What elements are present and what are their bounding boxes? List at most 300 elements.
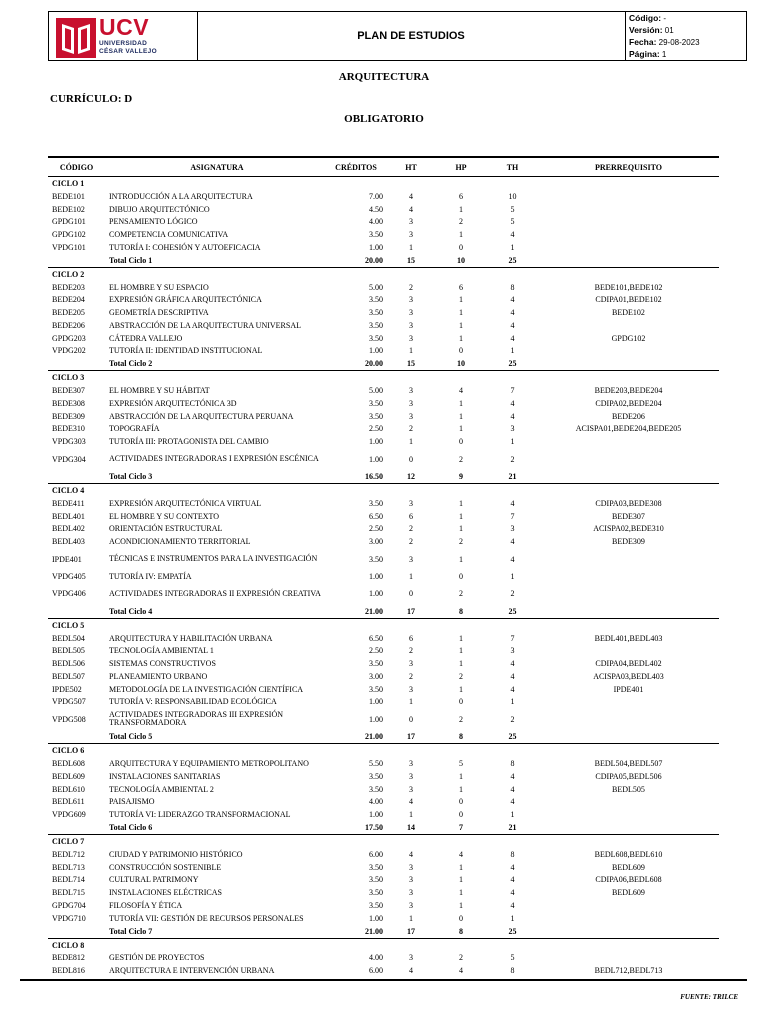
course-hp: 6: [459, 191, 463, 201]
course-credits: 3.00: [369, 671, 383, 681]
course-hp: 1: [459, 875, 463, 885]
course-ht: 4: [409, 966, 413, 976]
course-th: 4: [510, 295, 515, 305]
table-row: [48, 670, 719, 683]
course-prereq: BEDL505: [612, 784, 645, 794]
course-ht: 2: [409, 646, 413, 656]
course-prereq: CDIPA01,BEDE102: [595, 295, 662, 305]
total-credits: 21.00: [365, 732, 383, 742]
course-credits: 4.00: [369, 797, 383, 807]
course-ht: 3: [409, 320, 413, 330]
course-code: BEDE102: [52, 204, 85, 214]
table-row: [48, 952, 719, 965]
course-credits: 3.50: [369, 308, 383, 318]
col-header-subject: ASIGNATURA: [190, 162, 244, 172]
course-ht: 3: [409, 308, 413, 318]
course-ht: 3: [409, 771, 413, 781]
course-prereq: ACISPA02,BEDE310: [593, 524, 664, 534]
course-th: 2: [510, 454, 515, 464]
course-ht: 1: [409, 913, 413, 923]
course-ht: 3: [409, 875, 413, 885]
course-hp: 1: [459, 295, 463, 305]
course-prereq: BEDE206: [612, 411, 645, 421]
table-row: [48, 510, 719, 523]
course-hp: 2: [459, 454, 463, 464]
course-prereq: IPDE401: [613, 684, 644, 694]
course-prereq: GPDG102: [611, 333, 646, 343]
course-hp: 1: [459, 784, 463, 794]
course-th: 4: [510, 398, 515, 408]
course-code: BEDL715: [52, 888, 85, 898]
table-row: [48, 228, 719, 241]
course-th: 4: [510, 888, 515, 898]
table-row: [48, 384, 719, 397]
course-name: TUTORÍA IV: EMPATÍA: [109, 571, 192, 581]
course-name: FILOSOFÍA Y ÉTICA: [109, 900, 183, 910]
logo-subtitle-2: CÉSAR VALLEJO: [99, 48, 157, 55]
table-row: [48, 397, 719, 410]
total-label: Total Ciclo 7: [109, 926, 153, 936]
course-name: TECNOLOGÍA AMBIENTAL 1: [109, 646, 214, 656]
total-hp: 9: [459, 472, 463, 481]
course-hp: 0: [459, 697, 463, 707]
course-name: EL HOMBRE Y SU HÁBITAT: [109, 386, 210, 396]
course-code: BEDE308: [52, 398, 85, 408]
course-code: VPDG508: [52, 714, 86, 724]
course-prereq: CDIPA03,BEDE308: [595, 498, 662, 508]
course-th: 2: [510, 714, 515, 724]
course-code: GPDG203: [52, 333, 86, 343]
course-hp: 1: [459, 684, 463, 694]
table-row: [48, 523, 719, 536]
course-credits: 3.50: [369, 888, 383, 898]
course-th: 4: [510, 554, 515, 564]
document-header: [48, 11, 747, 61]
course-credits: 3.50: [369, 498, 383, 508]
table-row: [48, 423, 719, 436]
total-label: Total Ciclo 6: [109, 823, 153, 832]
course-name: GEOMETRÍA DESCRIPTIVA: [109, 308, 209, 318]
course-credits: 4.00: [369, 217, 383, 227]
table-row: [48, 874, 719, 887]
course-hp: 2: [459, 217, 463, 227]
course-th: 3: [510, 646, 515, 656]
course-prereq: BEDE307: [612, 511, 645, 521]
table-row: [48, 886, 719, 899]
total-th: 25: [508, 732, 517, 742]
course-code: GPDG101: [52, 217, 86, 227]
curriculum-label: CURRÍCULO: D: [50, 93, 133, 105]
course-ht: 3: [409, 684, 413, 694]
course-hp: 1: [459, 633, 463, 643]
course-name: PENSAMIENTO LÓGICO: [109, 217, 198, 227]
course-hp: 6: [459, 282, 463, 292]
course-credits: 3.50: [369, 900, 383, 910]
course-prereq: CDIPA04,BEDL402: [595, 659, 662, 669]
course-prereq: BEDE101,BEDE102: [594, 282, 663, 292]
course-name: ACONDICIONAMIENTO TERRITORIAL: [109, 537, 251, 547]
course-prereq: BEDL712,BEDL713: [594, 966, 663, 976]
total-hp: 8: [459, 606, 463, 616]
course-code: BEDE812: [52, 953, 85, 963]
table-row: [48, 861, 719, 874]
col-header-th: TH: [506, 162, 519, 172]
course-code: BEDL714: [52, 875, 85, 885]
course-code: BEDL610: [52, 784, 85, 794]
course-th: 7: [510, 386, 515, 396]
course-ht: 3: [409, 386, 413, 396]
table-row: [48, 190, 719, 203]
cycle-header: CICLO 4: [52, 486, 85, 495]
course-code: BEDE205: [52, 308, 85, 318]
course-code: BEDL402: [52, 524, 85, 534]
course-ht: 2: [409, 524, 413, 534]
cycle-header: CICLO 7: [52, 837, 85, 846]
course-credits: 1.00: [369, 589, 383, 599]
course-code: BEDL713: [52, 862, 85, 872]
course-prereq: BEDL608,BEDL610: [594, 849, 663, 859]
course-hp: 0: [459, 242, 463, 252]
course-code: VPDG405: [52, 571, 86, 581]
course-hp: 1: [459, 308, 463, 318]
course-code: VPDG101: [52, 242, 86, 252]
course-name: TUTORÍA II: IDENTIDAD INSTITUCIONAL: [109, 346, 263, 356]
course-ht: 4: [409, 797, 413, 807]
col-header-hp: HP: [455, 162, 467, 172]
course-name: TUTORÍA I: COHESIÓN Y AUTOEFICACIA: [109, 242, 261, 252]
course-hp: 1: [459, 900, 463, 910]
course-code: BEDL403: [52, 537, 85, 547]
course-credits: 3.50: [369, 684, 383, 694]
course-code: GPDG102: [52, 230, 86, 240]
total-ht: 17: [407, 926, 415, 936]
course-name: PLANEAMIENTO URBANO: [109, 671, 208, 681]
table-row: [48, 912, 719, 925]
total-credits: 17.50: [365, 823, 383, 832]
course-th: 1: [510, 697, 515, 707]
cycle-total-row: [48, 925, 719, 939]
course-hp: 1: [459, 646, 463, 656]
total-ht: 15: [407, 255, 415, 265]
course-th: 7: [510, 511, 515, 521]
table-row: [48, 964, 719, 977]
cycle-total-row: [48, 730, 719, 744]
table-row: [48, 757, 719, 770]
table-row: [48, 281, 719, 294]
table-row: [48, 770, 719, 783]
table-row: [48, 548, 719, 570]
course-credits: 1.00: [369, 242, 383, 252]
course-th: 4: [510, 862, 515, 872]
course-credits: 3.50: [369, 295, 383, 305]
table-row: [48, 448, 719, 470]
course-ht: 6: [409, 633, 413, 643]
course-name: ARQUITECTURA E INTERVENCIÓN URBANA: [109, 966, 275, 976]
table-row: [48, 216, 719, 229]
course-th: 1: [510, 346, 515, 356]
course-th: 4: [510, 900, 515, 910]
cycle-total-row: [48, 254, 719, 268]
course-name: CIUDAD Y PATRIMONIO HISTÓRICO: [109, 849, 243, 859]
course-credits: 2.50: [369, 646, 383, 656]
table-body: [48, 177, 719, 977]
course-name: ARQUITECTURA Y HABILITACIÓN URBANA: [109, 633, 273, 643]
course-ht: 3: [409, 953, 413, 963]
total-ht: 17: [407, 732, 415, 742]
course-hp: 4: [459, 386, 463, 396]
col-header-prereq: PRERREQUISITO: [595, 162, 662, 172]
course-name: DIBUJO ARQUITECTÓNICO: [109, 204, 210, 214]
course-th: 1: [510, 242, 515, 252]
course-name: ABSTRACCIÓN DE LA ARQUITECTURA UNIVERSAL: [109, 320, 302, 330]
table-header: [48, 156, 719, 177]
total-credits: 20.00: [365, 255, 383, 265]
course-th: 4: [510, 308, 515, 318]
total-credits: 20.00: [365, 359, 383, 369]
course-th: 1: [510, 810, 515, 820]
course-ht: 3: [409, 759, 413, 769]
course-ht: 0: [409, 589, 413, 599]
course-th: 4: [510, 320, 515, 330]
course-credits: 6.50: [369, 511, 383, 521]
cycle-total-row: [48, 470, 719, 484]
course-prereq: ACISPA03,BEDL403: [593, 671, 664, 681]
course-hp: 2: [459, 537, 463, 547]
course-code: BEDL401: [52, 511, 85, 521]
table-row: [48, 657, 719, 670]
course-name: COMPETENCIA COMUNICATIVA: [109, 230, 229, 240]
course-credits: 6.00: [369, 966, 383, 976]
course-name: TECNOLOGÍA AMBIENTAL 2: [109, 784, 214, 794]
course-credits: 1.00: [369, 437, 383, 447]
course-credits: 3.00: [369, 537, 383, 547]
study-plan-table: [48, 156, 719, 977]
course-ht: 4: [409, 849, 413, 859]
total-credits: 16.50: [365, 472, 383, 481]
course-ht: 1: [409, 346, 413, 356]
table-row: [48, 535, 719, 548]
cycle-total-row: [48, 357, 719, 371]
course-th: 4: [510, 875, 515, 885]
course-credits: 3.50: [369, 862, 383, 872]
course-code: BEDE411: [52, 498, 85, 508]
meta-code: Código: -: [629, 13, 666, 23]
course-th: 4: [510, 659, 515, 669]
total-label: Total Ciclo 4: [109, 606, 153, 616]
course-prereq: BEDE309: [612, 537, 645, 547]
course-ht: 1: [409, 810, 413, 820]
course-hp: 1: [459, 554, 463, 564]
course-th: 1: [510, 437, 515, 447]
course-ht: 3: [409, 333, 413, 343]
course-code: GPDG704: [52, 900, 86, 910]
course-hp: 4: [459, 849, 463, 859]
course-ht: 0: [409, 714, 413, 724]
university-logo: [49, 12, 198, 60]
document-meta: [625, 12, 748, 60]
course-hp: 0: [459, 810, 463, 820]
course-ht: 0: [409, 454, 413, 464]
course-prereq: CDIPA06,BEDL608: [595, 875, 662, 885]
table-row: [48, 319, 719, 332]
course-ht: 3: [409, 888, 413, 898]
course-code: BEDL506: [52, 659, 85, 669]
table-row: [48, 899, 719, 912]
course-credits: 5.50: [369, 759, 383, 769]
course-ht: 3: [409, 554, 413, 564]
course-credits: 5.00: [369, 282, 383, 292]
cycle-total-row: [48, 605, 719, 619]
course-hp: 1: [459, 659, 463, 669]
cycle-header: CICLO 3: [52, 373, 85, 383]
col-header-credits: CRÉDITOS: [335, 162, 377, 172]
course-ht: 3: [409, 784, 413, 794]
course-code: VPDG202: [52, 346, 86, 356]
footer-divider: [20, 979, 747, 981]
course-code: BEDL505: [52, 646, 85, 656]
course-prereq: CDIPA05,BEDL506: [595, 771, 662, 781]
course-credits: 3.50: [369, 333, 383, 343]
total-credits: 21.00: [365, 606, 383, 616]
table-row: [48, 306, 719, 319]
course-th: 3: [510, 424, 515, 434]
course-th: 8: [510, 849, 515, 859]
course-name: ACTIVIDADES INTEGRADORAS I EXPRESIÓN ESCÉNICA: [109, 454, 319, 463]
meta-version: Versión: 01: [629, 25, 674, 35]
course-code: BEDL816: [52, 966, 85, 976]
course-th: 4: [510, 537, 515, 547]
course-ht: 2: [409, 537, 413, 547]
total-th: 25: [508, 926, 517, 936]
course-code: IPDE401: [52, 554, 82, 564]
course-prereq: BEDL609: [612, 862, 645, 872]
course-credits: 3.50: [369, 771, 383, 781]
total-credits: 21.00: [365, 926, 383, 936]
course-hp: 1: [459, 398, 463, 408]
course-name: SISTEMAS CONSTRUCTIVOS: [109, 659, 216, 669]
course-hp: 0: [459, 437, 463, 447]
course-code: BEDE206: [52, 320, 85, 330]
table-row: [48, 683, 719, 696]
course-name: EL HOMBRE Y SU CONTEXTO: [109, 511, 220, 521]
course-ht: 3: [409, 498, 413, 508]
course-name: TUTORÍA V: RESPONSABILIDAD ECOLÓGICA: [109, 697, 277, 707]
course-hp: 2: [459, 671, 463, 681]
course-ht: 1: [409, 242, 413, 252]
total-hp: 8: [459, 732, 463, 742]
table-row: [48, 808, 719, 821]
course-name: INSTALACIONES ELÉCTRICAS: [109, 888, 222, 898]
course-th: 4: [510, 411, 515, 421]
table-row: [48, 570, 719, 583]
course-hp: 2: [459, 589, 463, 599]
table-row: [48, 848, 719, 861]
course-ht: 4: [409, 204, 413, 214]
course-code: VPDG303: [52, 437, 86, 447]
total-ht: 12: [407, 472, 415, 481]
table-row: [48, 497, 719, 510]
course-code: BEDL507: [52, 671, 85, 681]
course-credits: 2.50: [369, 524, 383, 534]
course-code: BEDE101: [52, 191, 85, 201]
footer-source: FUENTE: TRILCE: [680, 993, 738, 1001]
total-ht: 14: [407, 823, 415, 832]
course-prereq: BEDL504,BEDL507: [594, 759, 663, 769]
table-row: [48, 332, 719, 345]
course-th: 4: [510, 671, 515, 681]
course-credits: 4.50: [369, 204, 383, 214]
col-header-code: CÓDIGO: [59, 162, 94, 172]
course-code: BEDL611: [52, 797, 85, 807]
course-ht: 1: [409, 437, 413, 447]
course-ht: 6: [409, 511, 413, 521]
total-label: Total Ciclo 3: [109, 472, 153, 481]
course-hp: 1: [459, 424, 463, 434]
course-credits: 1.00: [369, 714, 383, 724]
course-hp: 0: [459, 346, 463, 356]
course-credits: 1.00: [369, 810, 383, 820]
cycle-header: CICLO 8: [52, 940, 85, 950]
course-code: BEDE204: [52, 295, 85, 305]
table-row: [48, 632, 719, 645]
course-hp: 1: [459, 888, 463, 898]
course-credits: 3.50: [369, 659, 383, 669]
course-ht: 2: [409, 424, 413, 434]
course-prereq: CDIPA02,BEDE204: [595, 398, 662, 408]
total-label: Total Ciclo 5: [109, 732, 153, 742]
course-hp: 0: [459, 913, 463, 923]
course-code: BEDE307: [52, 386, 85, 396]
course-ht: 2: [409, 282, 413, 292]
course-name: EXPRESIÓN GRÁFICA ARQUITECTÓNICA: [109, 295, 262, 305]
course-th: 7: [510, 633, 515, 643]
course-name: TOPOGRAFÍA: [109, 424, 160, 434]
logo-wordmark: UCV: [99, 14, 150, 40]
course-credits: 5.00: [369, 386, 383, 396]
course-credits: 3.50: [369, 398, 383, 408]
course-type-label: OBLIGATORIO: [344, 113, 424, 125]
course-hp: 2: [459, 714, 463, 724]
course-hp: 2: [459, 953, 463, 963]
total-ht: 15: [407, 359, 415, 369]
table-row: [48, 345, 719, 358]
course-code: IPDE502: [52, 684, 82, 694]
course-name: GESTIÓN DE PROYECTOS: [109, 953, 205, 963]
course-th: 5: [510, 204, 515, 214]
course-name: EXPRESIÓN ARQUITECTÓNICA 3D: [109, 398, 237, 408]
course-credits: 3.50: [369, 230, 383, 240]
course-name: EXPRESIÓN ARQUITECTÓNICA VIRTUAL: [109, 498, 262, 508]
total-th: 25: [508, 255, 517, 265]
meta-date: Fecha: 29-08-2023: [629, 37, 700, 47]
cycle-header: CICLO 6: [52, 746, 85, 756]
course-th: 1: [510, 913, 515, 923]
table-row: [48, 241, 719, 254]
course-hp: 1: [459, 511, 463, 521]
course-th: 8: [510, 759, 515, 769]
course-code: VPDG507: [52, 697, 86, 707]
total-th: 21: [508, 823, 517, 832]
course-name: INTRODUCCIÓN A LA ARQUITECTURA: [109, 191, 253, 201]
total-th: 25: [508, 359, 517, 369]
meta-page: Página: 1: [629, 49, 667, 59]
cycle-header: CICLO 1: [52, 179, 85, 188]
course-ht: 1: [409, 571, 413, 581]
cycle-header: CICLO 2: [52, 269, 85, 279]
document-title: PLAN DE ESTUDIOS: [357, 30, 465, 42]
course-credits: 6.00: [369, 849, 383, 859]
course-hp: 5: [459, 759, 463, 769]
